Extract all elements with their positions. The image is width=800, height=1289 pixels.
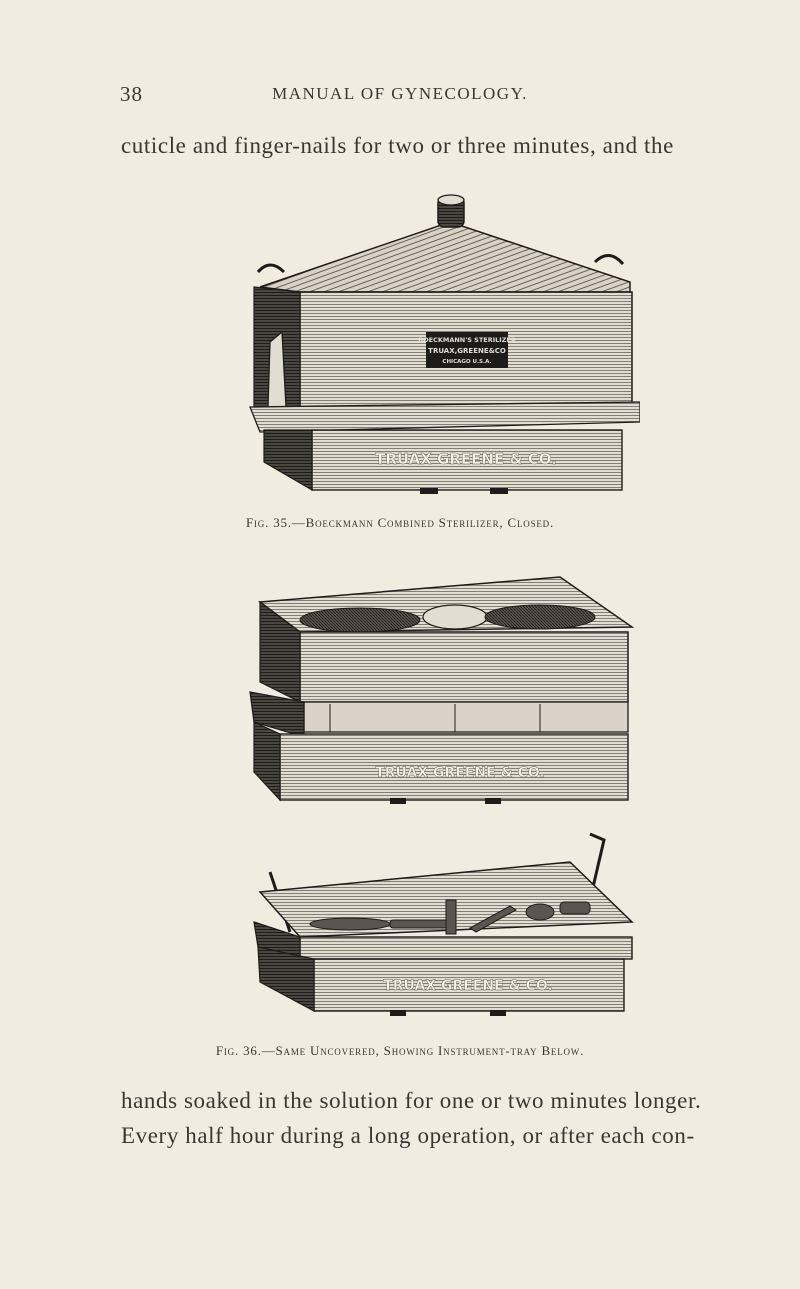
figure-35-caption: Fig. 35.—Boeckmann Combined Sterilizer, Closed. [245,515,555,530]
body-text-line-1: cuticle and finger-nails for two or three minutes, and the [121,133,674,158]
plate-text-1: BOECKMANN'S STERILIZER [418,336,516,344]
running-head: MANUAL OF GYNECOLOGY. [272,84,528,103]
figure-36-caption: Fig. 36.—Same Uncovered, Showing Instrument-tray Below. [215,1043,585,1058]
plate-text-2: TRUAX,GREENE&CO [428,347,506,355]
figure-36-instrument-tray [240,832,640,1032]
brand-text-fig35: TRUAX GREENE & CO. [375,450,557,468]
body-text-line-2: hands soaked in the solution for one or two minutes longer. [121,1088,702,1113]
plate-text-3: CHICAGO U.S.A. [442,359,492,365]
page-header [0,82,800,112]
brand-text-fig36-lower: TRUAX GREENE & CO. [383,978,553,994]
figure-36-sterilizer-uncovered [240,572,640,812]
body-text-line-3: Every half hour during a long operation, or after each con- [121,1123,695,1148]
page-number: 38 [120,82,143,106]
brand-text-fig36-upper: TRUAX GREENE & CO. [375,765,545,781]
figure-35-sterilizer-closed [240,192,640,502]
